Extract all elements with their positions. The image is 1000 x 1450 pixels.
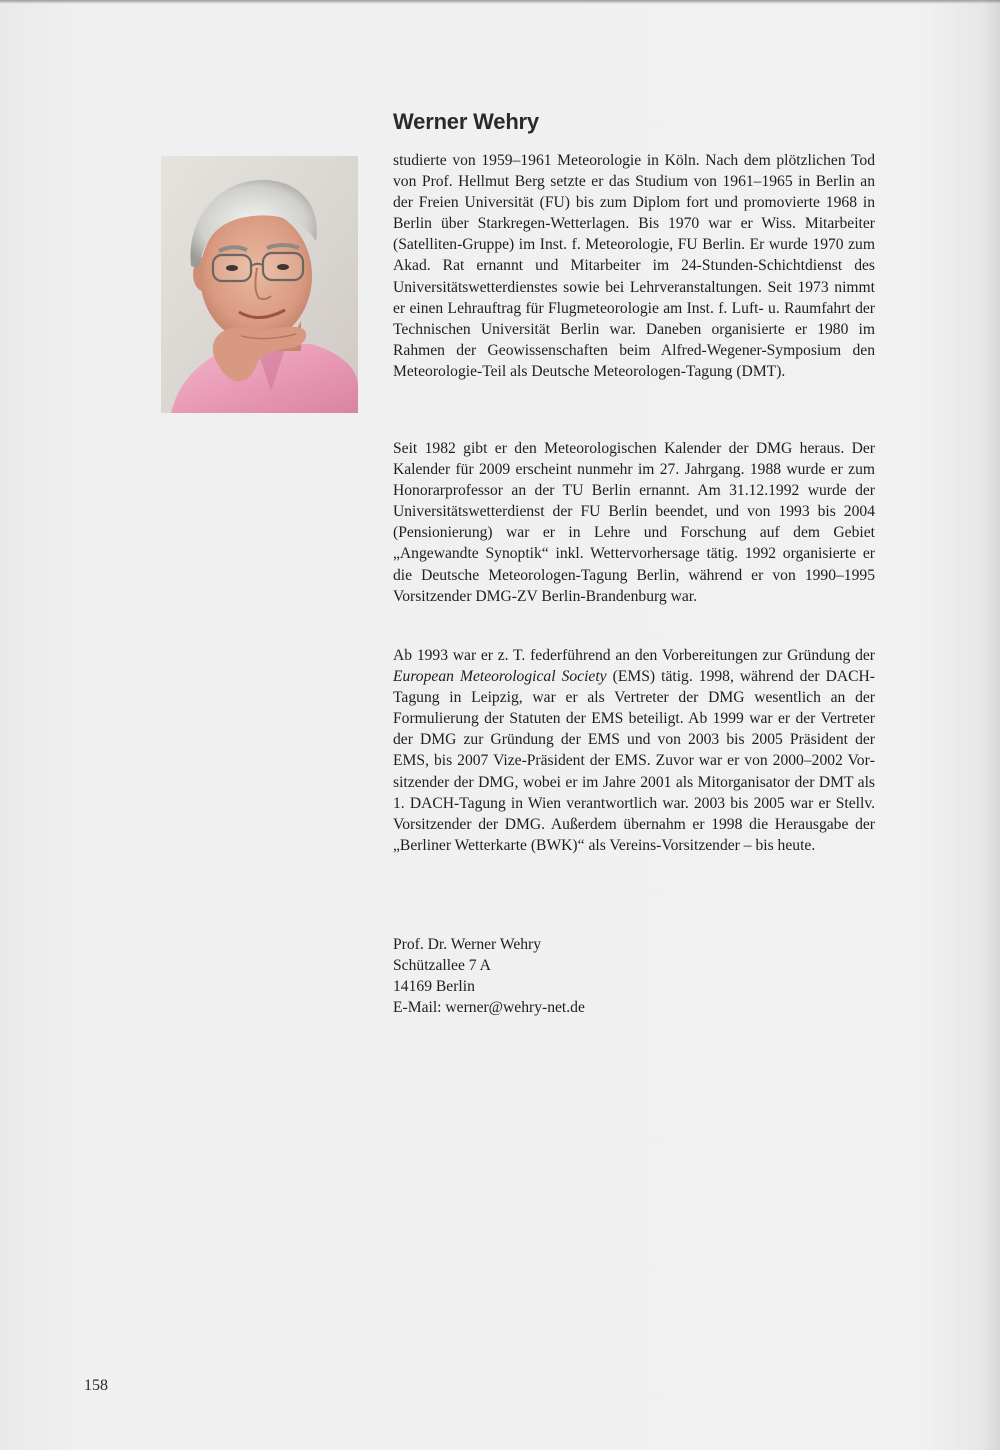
page-top-edge xyxy=(0,0,1000,4)
portrait-image xyxy=(161,156,358,413)
page-number: 158 xyxy=(84,1377,108,1394)
bio-paragraph-3-rest: (EMS) tätig. 1998, während der DACH-Tagung in Leipzig, war er als Vertreter der DMG wesentlich an der Formulierung der Statuten der EMS beteiligt. Ab 1999 war er der Vertreter der DMG zur Gründung der EMS und von 2003 bis 2005 Präsident der EMS, bis 2007 Vize-Präsident der EMS. Zuvor war er von 2000–2002 Vorsitzender der DMG, wobei er im Jahre 2001 als Mitorganisator der DMT als 1. DACH-Tagung in Wien verantwortlich war. 2003 bis 2005 war er Stellv. Vorsitzender der DMG. Außerdem übernahm er 1998 die Herausgabe der „Berliner Wetterkarte (BWK)“ als Vereins-Vorsitzender – bis heute. xyxy=(393,668,875,854)
bio-paragraph-1 xyxy=(393,150,875,382)
bio-paragraph-3 xyxy=(393,645,875,856)
address-city: 14169 Berlin xyxy=(393,978,475,995)
portrait-photo xyxy=(161,156,358,413)
address-name: Prof. Dr. Werner Wehry xyxy=(393,936,542,953)
ems-name-italic: European Meteorological Society xyxy=(393,668,607,686)
address-street: Schützallee 7 A xyxy=(393,957,491,974)
page-gutter-shadow xyxy=(982,0,1000,1450)
page-title: Werner Wehry xyxy=(393,109,539,134)
bio-paragraph-1-text: studierte von 1959–1961 Meteorologie in Köln. Nach dem plötzlichen Tod von Prof. Hellmut Berg setzte er das Studium von 1961–1965 in Berlin an der Freien Universität (FU) bis zum Diplom fort und promovierte 1968 in Berlin über Starkregen-Wetterlagen. Bis 1970 war er Wiss. Mitarbeiter (Satelliten-Gruppe) im Inst. f. Meteorologie, FU Berlin. Er wurde 1970 zum Akad. Rat ernannt und Mitarbeiter im 24-Stunden-Schichtdienst des Universitätswetterdienstes sowie bei Lehrveranstaltungen. Seit 1973 nimmt er einen Lehrauftrag für Flugmeteorologie am Inst. f. Luft- u. Raumfahrt der Technischen Universität Berlin war. Daneben organisierte er 1980 im Rahmen der Geowissenschaften beim Alfred-Wegener-Symposium den Meteorologie-Teil als Deutsche Meteorologen-Tagung (DMT). xyxy=(393,152,875,380)
address-email: E-Mail: werner@wehry-net.de xyxy=(393,999,585,1016)
bio-paragraph-2 xyxy=(393,438,875,607)
bio-paragraph-2-text: Seit 1982 gibt er den Meteorologischen Kalender der DMG heraus. Der Kalender für 2009 erscheint nunmehr im 27. Jahrgang. 1988 wurde er zum Honorarprofessor an der TU Berlin ernannt. Am 31.12.1992 wurde der Universitätswetterdienst der FU Berlin beendet, und von 1993 bis 2004 (Pensionierung) war er in Lehre und Forschung auf dem Gebiet „Angewandte Synoptik“ inkl. Wettervorhersage tätig. 1992 organisierte er die Deutsche Meteorologen-Tagung Berlin, während er von 1990–1995 Vorsitzender DMG-ZV Berlin-Brandenburg war. xyxy=(393,440,875,605)
bio-paragraph-3-start: Ab 1993 war er z. T. federführend an den Vorbereitungen zur Gründung der xyxy=(393,647,875,664)
contact-address xyxy=(393,934,585,1018)
